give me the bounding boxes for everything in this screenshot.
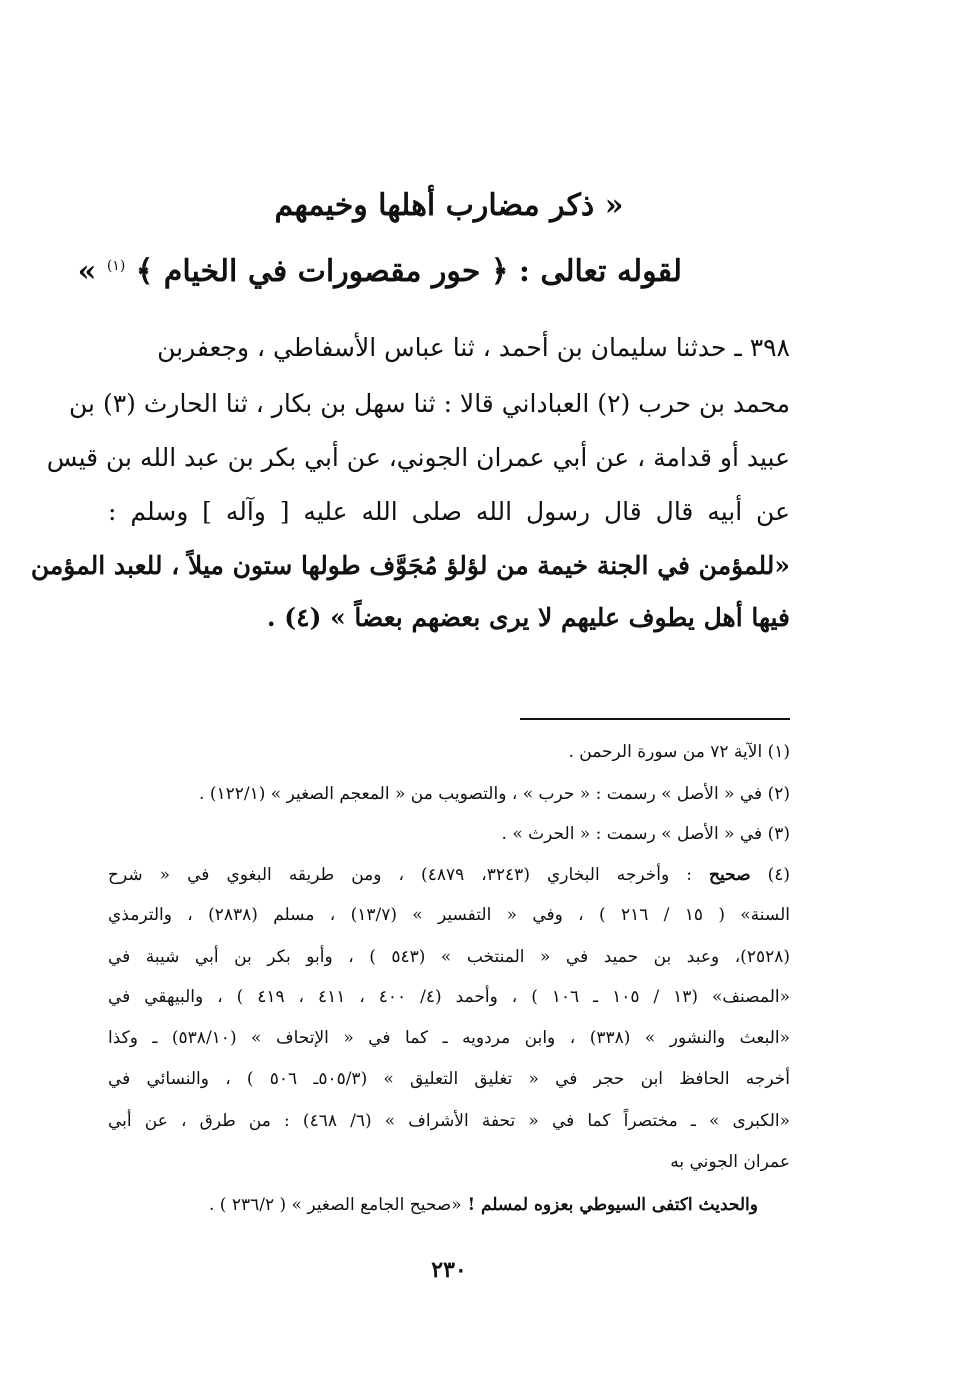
footnote-2: (٢) في « الأصل » رسمت : « حرب » ، والتصويب من « المعجم الصغير » (١٢٢/١) . <box>199 784 790 804</box>
section-subheading <box>78 254 682 289</box>
footnote-3: (٣) في « الأصل » رسمت : « الحرث » . <box>501 824 790 844</box>
paragraph-line: ٣٩٨ ـ حدثنا سليمان بن أحمد ، ثنا عباس الأسفاطي ، وجعفربن <box>157 333 790 362</box>
section-title: « ذكر مضارب أهلها وخيمهم <box>274 188 624 223</box>
footnote-line: «الكبرى » ـ مختصراً كما في « تحفة الأشراف » (٦/ ٤٦٨) : من طرق ، عن أبي <box>108 1111 790 1131</box>
footnote-line: «البعث والنشور » (٣٣٨) ، وابن مردويه ـ كما في « الإتحاف » (٥٣٨/١٠) ـ وكذا <box>108 1028 790 1048</box>
footnote-1: (١) الآية ٧٢ من سورة الرحمن . <box>568 742 790 762</box>
footnote-number: (٤) <box>767 865 791 885</box>
footnote-line: (٢٥٢٨)، وعبد بن حميد في « المنتخب » (٥٤٣ ) ، وأبو بكر بن أبي شيبة في <box>108 947 790 967</box>
closing-quote: » <box>77 254 97 289</box>
section-heading <box>108 188 790 223</box>
note-bold-text: والحديث اكتفى السيوطي بعزوه لمسلم ! <box>467 1195 758 1215</box>
hadith-grade: صحيح <box>709 865 751 885</box>
footnote-text: : وأخرجه البخاري (٣٢٤٣، ٤٨٧٩) ، ومن طريقه البغوي في « شرح <box>108 865 692 885</box>
quran-verse: لقوله تعالى : ﴿ حور مقصورات في الخيام ﴾ <box>135 254 682 289</box>
paragraph-line: عن أبيه قال قال رسول الله صلى الله عليه [ وآله ] وسلم : <box>108 497 790 526</box>
footnote-line: السنة» ( ١٥ / ٢١٦ ) ، وفي « التفسير » (١٣/٧) ، مسلم (٢٨٣٨) ، والترمذي <box>108 905 790 925</box>
footnote-line: أخرجه الحافظ ابن حجر في « تغليق التعليق » (٥٠٥/٣ـ ٥٠٦ ) ، والنسائي في <box>108 1069 790 1089</box>
page-number: ٢٣٠ <box>431 1257 467 1283</box>
footnote-line: عمران الجوني به <box>670 1152 790 1172</box>
hadith-text-line: «للمؤمن في الجنة خيمة من لؤلؤ مُجَوَّف طولها ستون ميلاً ، للعبد المؤمن <box>30 551 790 580</box>
footnote-line: «المصنف» (١٣ / ١٠٥ ـ ١٠٦ ) ، وأحمد (٤/ ٤٠٠ ، ٤١١ ، ٤١٩ ) ، والبيهقي في <box>108 987 790 1007</box>
note-reference: «صحيح الجامع الصغير » ( ٢٣٦/٢ ) . <box>209 1195 462 1215</box>
footnote-4 <box>108 863 790 887</box>
hadith-text-line: فيها أهل يطوف عليهم لا يرى بعضهم بعضاً » (٤) . <box>266 603 790 632</box>
footnote-ref: (١) <box>106 258 126 274</box>
footnote-divider <box>520 718 790 720</box>
paragraph-line: عبيد أو قدامة ، عن أبي عمران الجوني، عن أبي بكر بن عبد الله بن قيس <box>46 443 790 472</box>
book-page <box>30 0 791 1375</box>
paragraph-line: محمد بن حرب (٢) العباداني قالا : ثنا سهل بن بكار ، ثنا الحارث (٣) بن <box>69 389 790 418</box>
footnote-note <box>108 1193 758 1217</box>
